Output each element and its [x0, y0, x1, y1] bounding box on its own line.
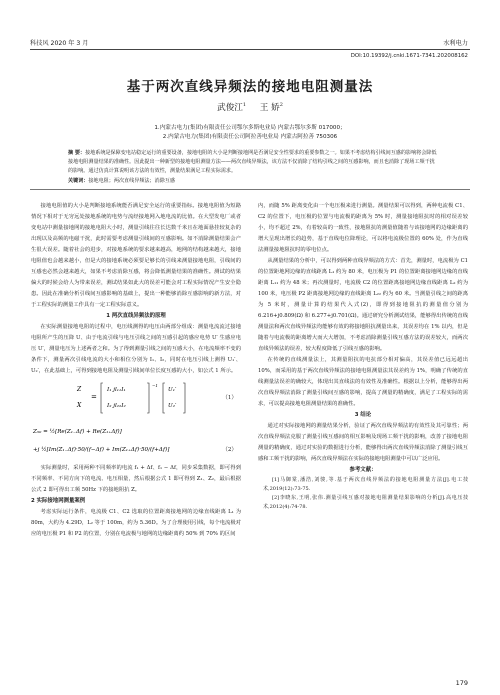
page-header	[0, 0, 500, 48]
page-number: 179	[455, 679, 468, 687]
equation-1-matrix	[31, 377, 241, 421]
section-heading: 3 结论	[354, 412, 372, 418]
paragraph: 在实际测量接地电阻的过程中，电压线测得的电压由两部分组成：测量电流流过接地电阻所产生的压降 U、由于电流引线与电压引线之间的互感引起的感应电势 U′ 生感应电压 U′，测量电压为上述两者之和。为了得到测量引线之间的互感大小，在电流频率不变的条件下，测量两次引线电流的大小和相位分别为 I₁、I₂，同时在电压引线上测得 U₁′、U₂′，在此基础上，可得到接地电阻及测量引线间单位长度互感的大小，如公式 1 所示。	[31, 324, 241, 374]
paragraph: 内，而随 5% 距离变化由一个电压极来进行测量。测量结果可以得到，两种电流极 C1、C2 的位置下，电压极的位置与电流极的距离为 5% 时，测量接地阻抗时的相对误差较小，均不超过 2%，有着较高的一致性，接地阻抗的测量值随着与该接地网的边缘距离的增大呈现出增长的趋势，基于直线电位降理论，可以将电流极位置的 60% 处，作为直线法测量接地阻抗时的零电位点。	[258, 203, 468, 253]
author-2-sup: 2	[279, 102, 283, 109]
abstract-rule	[30, 189, 470, 190]
paper-title: 基于两次直线异频法的接地电阻测量法	[126, 79, 374, 95]
right-column	[258, 201, 468, 512]
svg-text:Z₅₀ = ½[Re(Z₁₋Δf) + Re(Z₁₊Δf)]: Z₅₀ = ½[Re(Z₁₋Δf) + Re(Z₁₊Δf)]	[33, 429, 122, 435]
svg-text:−1: −1	[152, 383, 158, 388]
equation-2-number: （2）	[222, 447, 237, 453]
svg-text:+j ½[Im(Z₁₋Δf)·50/(f−Δf) + Im(: +j ½[Im(Z₁₋Δf)·50/(f−Δf) + Im(Z₁₊Δf)·50/(f+Δf)]	[33, 447, 170, 453]
doi: DOI:10.19392/j.cnki.1671-7341.202008162	[350, 53, 468, 59]
reference-item: [1]马御棠,潘浩,刘骏,等.基于两次直线异频法的接地电阻测量方法[J].电工技术,2019(12):73-75.	[263, 477, 468, 492]
paragraph: 在传统的直线测量法上，其测量阻抗的电抗部分相对偏高，其误差值已远远超出 10%，而采用的基于两次直线异频法的接地电阻测量法其误差约为 1%，明确了传统的直线测量法误差的确较大，体现出其直线法的有效性及准确性。根据以上分析，能够得出两次直线异频法消除了测量引线间互感的影响，提高了测量的精确度，满足了工程实际的需求，可以提高接地电阻测量结果的准确性。	[258, 357, 468, 407]
abstract	[68, 149, 438, 177]
paragraph: 考虑实际运行条件，电流极 C1、C2 选取的位置距离接地网的边缘直线距离 L₁ 为 80m，大约为 4.29D，L₂ 等于 100m，约为 5.36D。为了合理使用引线，每个电流极对应的电压极 P1 和 P2 的位置，分别在电流极与地网的边缘距离约 50% 到 70% 的区间	[31, 509, 241, 537]
paragraph: 实际测量时，采用两种不同频率的电流 f₁ + Δf、f₁ − Δf，同步采集数据，即可得到不同频率、不同方向下的电流、电压相量，然后根据公式 1 即可得到 Z₁、Z₂，最后根据公式 2 即可得出工频 50Hz 下的接地阻抗 Z。	[31, 465, 241, 493]
header-rule	[30, 49, 470, 50]
affiliation-1: 1.内蒙古电力(集团)有限责任公司鄂尔多斯电业局 内蒙古鄂尔多斯 017000；	[154, 125, 346, 131]
keywords-text: 接地电阻；两次直线异频法；消除互感	[88, 178, 175, 184]
author-1: 武俊江	[217, 103, 243, 113]
equation-1	[31, 377, 241, 421]
section-heading: 2 实际接地网测量案例	[31, 498, 86, 504]
references-heading: 参考文献：	[349, 467, 377, 473]
author-2: 王 娇	[259, 103, 280, 113]
equation-2	[31, 421, 241, 463]
svg-text:=: =	[91, 393, 97, 401]
svg-text:I₂ jl₂₂I₂: I₂ jl₂₂I₂	[107, 403, 126, 409]
section-name: 水利电力	[443, 40, 468, 47]
paragraph: 通过对实际接地网的测量结果分析，验证了两次直线异频法的有效性及其可靠性；两次直线异频法克服了测量引线互感间的相互影响及现场工频干扰的影响，改善了接地电阻测量的精确度，通过对实验的数据进行分析，能够得出两次直线异频法消除了测量引线互感和工频干扰的影响，两次直线异频法在实际的接地电阻测量中可以广泛应用。	[258, 423, 468, 462]
svg-text:U₂′: U₂′	[168, 403, 177, 409]
journal-name: 科技风 2020 年 3 月	[30, 40, 89, 47]
authors	[0, 101, 500, 113]
paragraph: 接地电阻值的大小是判断接地系统能否满足安全运行的重要指标。接地电阻值为短路情况下相对于无穷远处接地系统的电势与流经接地网入地电流的比值。在大型发电厂或者变电站中测量接地网的接地电阻大小时，测量引线往往长达数千米且在地面悬挂较复杂的出现以及高频的电磁干扰，此时需要考虑测量引线间的互感影响。如不消除测量结果会产生很大误差。随着社会的进步，对接地系统的要求越来越高，地网的结构越来越大，接地电阻值也会越来越小，但是大的接地系统必须要足够长的引线来测量接地电阻，引线间的互感也必然会越来越大，如果不考虑消除互感，将会降低测量结果的准确性。测试的结果偏大的时候会给人为带来误差，测试结果如此大的误差可能会对工程实际情况产生安全隐患。因此在准确分析引线间互感影响的基础上，提出一种能够消除互感影响的新方法，对于工程实际的测量工作具有一定工程实际意义。	[31, 203, 241, 308]
svg-text:X: X	[77, 402, 82, 409]
keywords-label: 关键词：	[68, 178, 89, 184]
author-1-sup: 1	[242, 102, 247, 109]
equation-1-number: （1）	[222, 395, 237, 401]
svg-text:I₁ jl₁₁I₁: I₁ jl₁₁I₁	[107, 387, 126, 393]
abstract-text: 接地系统是保障变电站稳定运行的重要设备，接地电阻的大小是判断接地网是否满足安全性要求的重要参数之一。如果不考虑结构引线间互感的影响将会降低接地电阻测量结果的准确性。因此提出一种新型的接地电阻测量方法——两次直线异频法，该方法不仅消除了结构引线之间的互感影响，而且也消除了现场工频干扰的影响。通过仿真计算说明该方法的有效性，测量结果满足工程实际需求。	[68, 150, 437, 175]
keywords	[68, 177, 438, 184]
abstract-label: 摘 要：	[68, 150, 86, 156]
section-heading: 1 两次直线异频法的原理	[106, 313, 166, 319]
svg-text:U₁′: U₁′	[168, 387, 177, 393]
paragraph: 从测量结果的分析中，可以得到两种直线异频法的方式：首先，测量时，电流极为 C1 的位置距地网边缘的直线距离 L₁ 约为 80 米，电压极为 P1 的位置距离接地网边缘的直线距离 L₁₁ 约为 48 米；再次测量时，电流极 C2 的位置距离接地网边缘直线距离 L₂ 约为 100 米，电压极 P2 距离接地网边缘的直线距离 L₂₂ 约为 60 米。当测量引线之间的距离为 5 米时，测量计算的结果代入式(2)，即得到接地阻抗的测量值分别为 6.216+j0.809(Ω) 和 6.277+j0.701(Ω)。通过研究分析测试结果，能够得出传统的直线测量法和两次直线异频法均能够有效的将接地阻抗测量出来，其误差均在 1% 以内，但是随着与电流极的距离增大而大大增加，不考虑消除测量引线互感方法的误差较大，而两次直线异频法的误差，较大程度降低了引线互感的影响。	[258, 258, 468, 352]
equation-2-formula	[31, 421, 241, 463]
reference-item: [2]李晓东,王明,张伟.测量引线互感对接地电阻测量结果影响的分析[J].高电压技术,2012(4):74-78.	[263, 495, 468, 510]
affiliation-2: 2.内蒙古电力(集团)有限责任公司阿拉善电业局 内蒙古阿拉善 750306	[162, 134, 338, 140]
svg-text:Z: Z	[77, 386, 82, 393]
left-column	[31, 201, 241, 540]
